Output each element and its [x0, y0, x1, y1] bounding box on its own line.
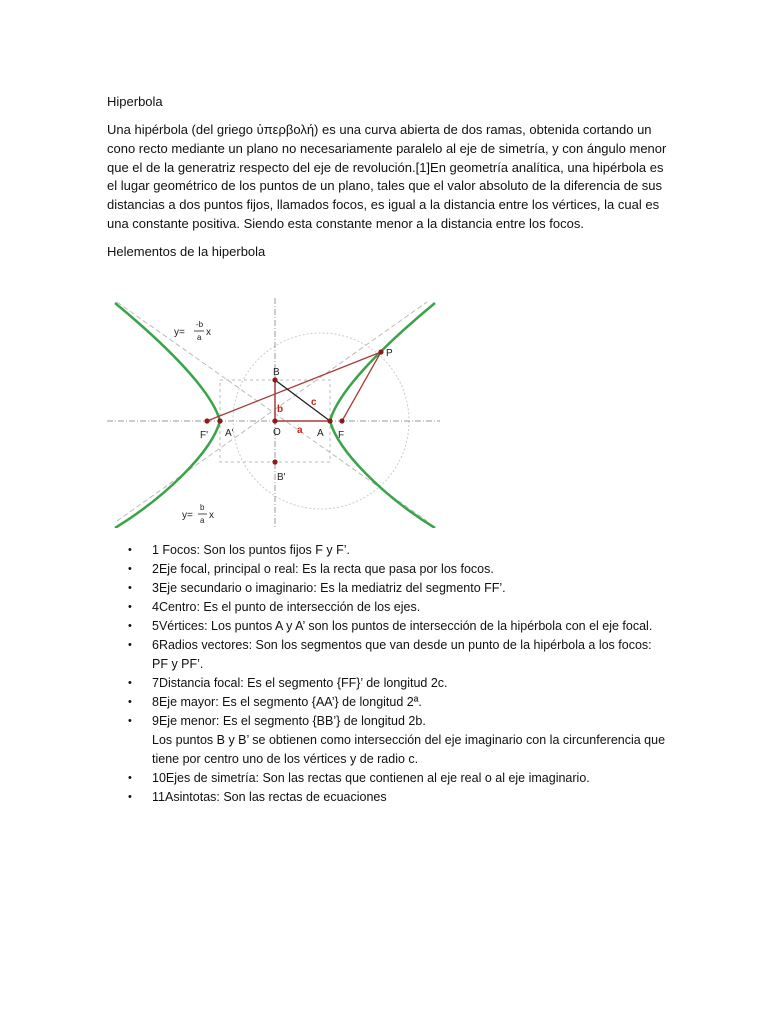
- elements-list: [128, 541, 668, 807]
- list-item-text: 9Eje menor: Es el segmento {BB’} de longitud 2b.: [152, 714, 426, 728]
- label-a-prime: A': [225, 428, 234, 439]
- asymptote-bottom-variable: x: [209, 510, 214, 521]
- bullet-icon: •: [128, 620, 132, 632]
- list-item: [128, 769, 668, 788]
- asymptote-top-variable: x: [206, 327, 211, 338]
- label-a: A: [317, 428, 324, 439]
- document-title: Hiperbola: [107, 94, 163, 109]
- list-item: [128, 541, 668, 560]
- bullet-icon: •: [128, 677, 132, 689]
- list-item-text: 4Centro: Es el punto de intersección de los ejes.: [152, 600, 421, 614]
- point-a-prime: [217, 418, 222, 423]
- list-item: [128, 712, 668, 769]
- point-o: [272, 418, 277, 423]
- bullet-icon: •: [128, 696, 132, 708]
- label-b: B: [273, 367, 280, 378]
- point-f-prime: [204, 418, 209, 423]
- label-segment-a: a: [297, 425, 303, 436]
- asymptote-bottom-label: y=: [182, 510, 193, 521]
- list-item-text: 3Eje secundario o imaginario: Es la mediatriz del segmento FF’.: [152, 581, 506, 595]
- hyperbola-left-branch: [115, 303, 220, 528]
- radius-pf-prime: [207, 352, 381, 421]
- bullet-icon: •: [128, 791, 132, 803]
- point-f: [339, 418, 344, 423]
- label-segment-b: b: [277, 404, 284, 415]
- bullet-icon: •: [128, 563, 132, 575]
- asymptote-top-denominator: a: [197, 333, 202, 342]
- list-item-text: 7Distancia focal: Es el segmento {FF}’ de longitud 2c.: [152, 676, 448, 690]
- list-item-continuation: PF y PF’.: [152, 657, 204, 671]
- bullet-icon: •: [128, 772, 132, 784]
- asymptote-top-label: y=: [174, 327, 185, 338]
- list-item: [128, 788, 668, 807]
- point-b: [272, 377, 277, 382]
- list-item-text: 6Radios vectores: Son los segmentos que van desde un punto de la hipérbola a los focos:: [152, 638, 652, 652]
- asymptote-bottom-denominator: a: [200, 516, 205, 525]
- hyperbola-figure: [107, 296, 440, 528]
- label-f: F: [338, 430, 345, 441]
- bullet-icon: •: [128, 639, 132, 651]
- list-item-text: 8Eje mayor: Es el segmento {AA’} de longitud 2ª.: [152, 695, 422, 709]
- label-p: P: [386, 348, 393, 359]
- bullet-icon: •: [128, 582, 132, 594]
- list-item: [128, 560, 668, 579]
- hyperbola-diagram: [107, 296, 440, 528]
- point-p: [378, 349, 383, 354]
- section-subtitle: Helementos de la hiperbola: [107, 244, 266, 259]
- list-item: [128, 674, 668, 693]
- point-a: [327, 418, 332, 423]
- segment-c: [275, 380, 330, 421]
- label-b-prime: B': [277, 472, 286, 483]
- list-item: [128, 617, 668, 636]
- list-item-text: 1 Focos: Son los puntos fijos F y F’.: [152, 543, 350, 557]
- bullet-icon: •: [128, 715, 132, 727]
- label-o: O: [273, 427, 281, 438]
- list-item: [128, 598, 668, 617]
- list-item-text: 10Ejes de simetría: Son las rectas que contienen al eje real o al eje imaginario.: [152, 771, 590, 785]
- point-b-prime: [272, 459, 277, 464]
- label-segment-c: c: [311, 397, 317, 408]
- bullet-icon: •: [128, 544, 132, 556]
- label-f-prime: F': [200, 430, 209, 441]
- list-item-text: 11Asintotas: Son las rectas de ecuaciones: [152, 790, 387, 804]
- list-item-text: 5Vértices: Los puntos A y A’ son los puntos de intersección de la hipérbola con el eje focal.: [152, 619, 653, 633]
- list-item-text: 2Eje focal, principal o real: Es la recta que pasa por los focos.: [152, 562, 494, 576]
- list-item: [128, 579, 668, 598]
- asymptote-bottom-numerator: b: [200, 503, 205, 512]
- list-item: [128, 693, 668, 712]
- bullet-icon: •: [128, 601, 132, 613]
- list-item: [128, 636, 668, 674]
- list-item-continuation: Los puntos B y B’ se obtienen como intersección del eje imaginario con la circunferencia que tiene por centro uno de los vértices y de radio c.: [152, 733, 666, 766]
- asymptote-top-numerator: -b: [196, 320, 204, 329]
- intro-paragraph: Una hipérbola (del griego ὑπερβολή) es una curva abierta de dos ramas, obtenida cortando un cono recto mediante un plano no necesariamente paralelo al eje de simetría, y con ángulo menor que el de la generatriz respecto del eje de revolución.[1]En geometría analítica, una hipérbola es el lugar geométrico de los puntos de un plano, tales que el valor absoluto de la diferencia de sus distancias a dos puntos fijos, llamados focos, es igual a la distancia entre los vértices, la cual es una constante positiva. Siendo esta constante menor a la distancia entre los focos.: [107, 122, 667, 231]
